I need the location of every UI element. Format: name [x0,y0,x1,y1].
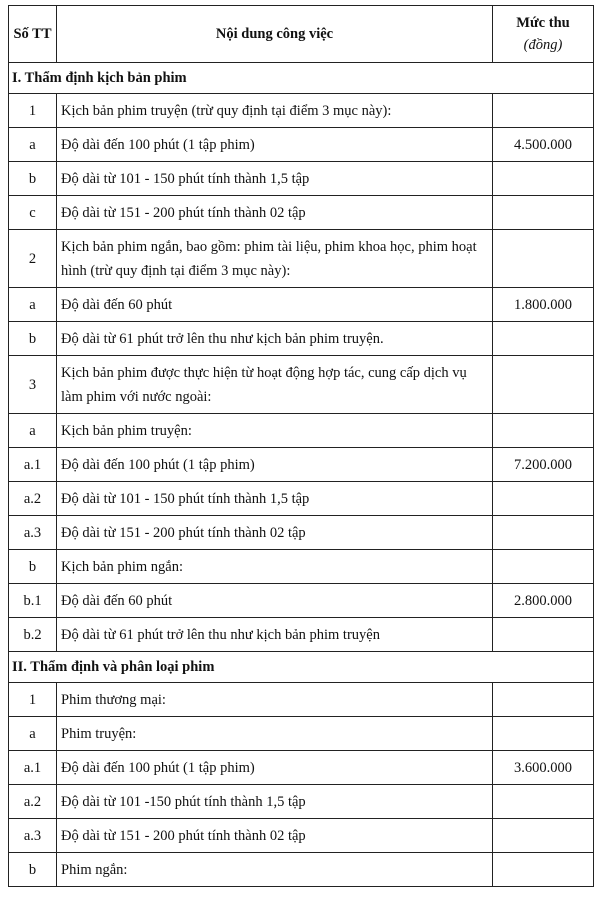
row-fee [493,853,594,887]
header-fee [493,6,594,63]
table-row [9,550,594,584]
table-row [9,482,594,516]
header-fee-label: Mức thu [516,15,570,31]
row-content: Phim thương mại: [57,683,493,717]
row-stt: b [9,550,57,584]
row-fee [493,196,594,230]
section-title: II. Thẩm định và phân loại phim [9,652,594,683]
header-stt: Số TT [9,6,57,63]
row-stt: c [9,196,57,230]
table-row [9,414,594,448]
table-header [9,6,594,63]
table-row [9,853,594,887]
row-stt: a.3 [9,516,57,550]
table-row [9,230,594,288]
row-fee [493,550,594,584]
row-content: Độ dài đến 60 phút [57,288,493,322]
row-content: Kịch bản phim truyện: [57,414,493,448]
table-row [9,785,594,819]
table-row [9,584,594,618]
row-fee [493,322,594,356]
row-stt: b [9,322,57,356]
row-content: Kịch bản phim ngắn, bao gồm: phim tài liệu, phim khoa học, phim hoạt hình (trừ quy định tại điểm 3 mục này): [57,230,493,288]
row-fee [493,162,594,196]
section-row [9,63,594,94]
row-fee [493,785,594,819]
row-stt: b [9,853,57,887]
row-fee [493,516,594,550]
row-content: Độ dài từ 61 phút trở lên thu như kịch bản phim truyện. [57,322,493,356]
row-fee [493,230,594,288]
row-fee [493,819,594,853]
table-row [9,162,594,196]
row-stt: a [9,128,57,162]
row-fee [493,683,594,717]
row-stt: a.2 [9,482,57,516]
header-fee-unit: (đồng) [523,37,563,53]
table-row [9,196,594,230]
row-content: Độ dài từ 61 phút trở lên thu như kịch bản phim truyện [57,618,493,652]
row-content: Kịch bản phim ngắn: [57,550,493,584]
row-fee [493,356,594,414]
row-content: Kịch bản phim truyện (trừ quy định tại điểm 3 mục này): [57,94,493,128]
row-stt: 2 [9,230,57,288]
row-fee [493,94,594,128]
row-content: Kịch bản phim được thực hiện từ hoạt động hợp tác, cung cấp dịch vụ làm phim với nước ngoài: [57,356,493,414]
row-content: Độ dài đến 100 phút (1 tập phim) [57,128,493,162]
row-stt: a.1 [9,448,57,482]
row-stt: 1 [9,683,57,717]
row-stt: b.1 [9,584,57,618]
table-row [9,618,594,652]
row-fee [493,717,594,751]
table-row [9,128,594,162]
table-row [9,683,594,717]
row-content: Phim ngắn: [57,853,493,887]
row-stt: b [9,162,57,196]
table-row [9,819,594,853]
row-stt: b.2 [9,618,57,652]
table-row [9,356,594,414]
table-body [9,63,594,887]
row-stt: a.3 [9,819,57,853]
row-fee [493,482,594,516]
row-fee: 1.800.000 [493,288,594,322]
row-fee: 7.200.000 [493,448,594,482]
table-row [9,717,594,751]
row-fee [493,414,594,448]
header-content: Nội dung công việc [57,6,493,63]
row-content: Độ dài đến 100 phút (1 tập phim) [57,448,493,482]
row-stt: 3 [9,356,57,414]
row-content: Độ dài từ 101 - 150 phút tính thành 1,5 tập [57,482,493,516]
row-content: Độ dài từ 101 - 150 phút tính thành 1,5 tập [57,162,493,196]
section-title: I. Thẩm định kịch bản phim [9,63,594,94]
fee-table [8,5,594,887]
row-content: Độ dài từ 101 -150 phút tính thành 1,5 tập [57,785,493,819]
row-fee: 4.500.000 [493,128,594,162]
table-row [9,322,594,356]
table-row [9,288,594,322]
row-stt: a.2 [9,785,57,819]
table-row [9,516,594,550]
row-fee [493,618,594,652]
row-fee: 3.600.000 [493,751,594,785]
row-stt: 1 [9,94,57,128]
table-row [9,751,594,785]
row-stt: a [9,414,57,448]
row-content: Độ dài từ 151 - 200 phút tính thành 02 tập [57,819,493,853]
row-content: Độ dài từ 151 - 200 phút tính thành 02 tập [57,196,493,230]
row-stt: a [9,288,57,322]
row-content: Phim truyện: [57,717,493,751]
row-fee: 2.800.000 [493,584,594,618]
table-row [9,94,594,128]
section-row [9,652,594,683]
row-content: Độ dài đến 100 phút (1 tập phim) [57,751,493,785]
row-content: Độ dài đến 60 phút [57,584,493,618]
row-stt: a.1 [9,751,57,785]
table-row [9,448,594,482]
row-stt: a [9,717,57,751]
row-content: Độ dài từ 151 - 200 phút tính thành 02 tập [57,516,493,550]
